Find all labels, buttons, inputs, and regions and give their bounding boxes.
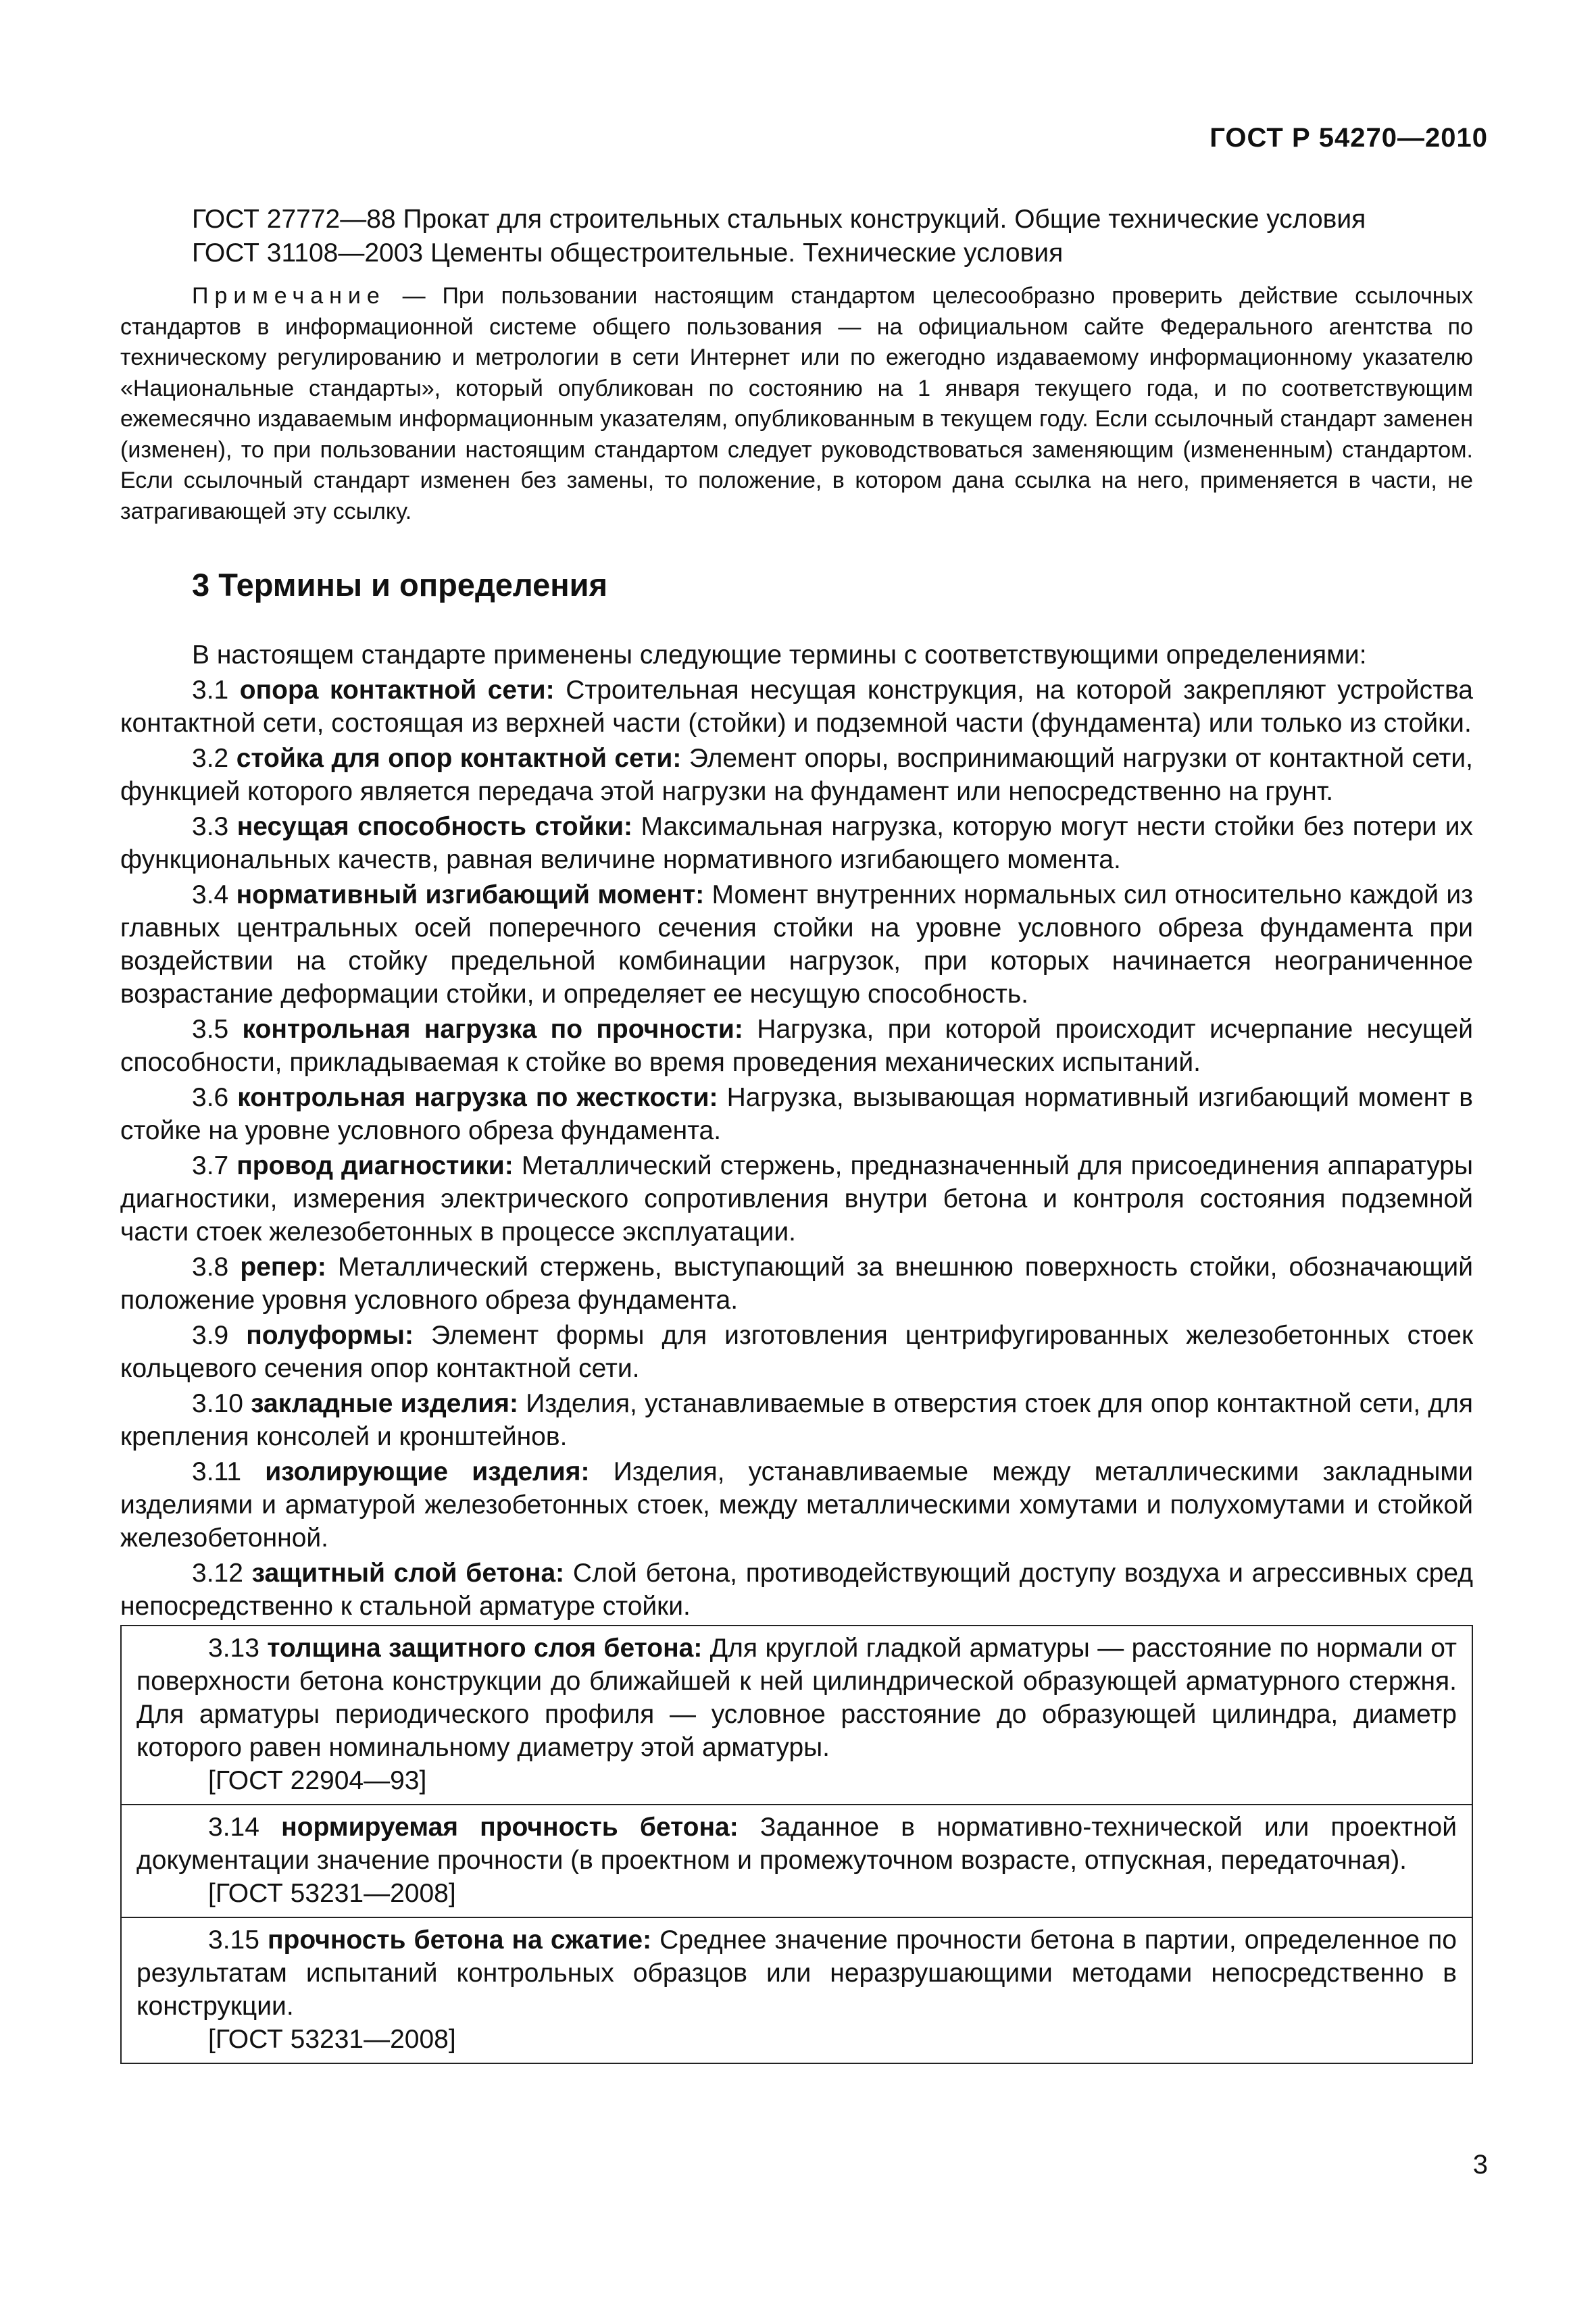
term-definition: Изделия, устанавливаемые между металлическими закладными изделиями и арматурой железобетонных стоек, между металлическими хомутами и полухомутами и стойкой железобетонной. xyxy=(120,1457,1473,1553)
section-title: 3 Термины и определения xyxy=(192,567,607,603)
term-name: репер: xyxy=(240,1253,326,1282)
term-name: изолирующие изделия: xyxy=(265,1457,590,1486)
term-source: [ГОСТ 53231—2008] xyxy=(208,2025,456,2054)
reference-gost-27772: ГОСТ 27772—88 Прокат для строительных стальных конструкций. Общие технические условия xyxy=(192,205,1366,234)
term-name: контрольная нагрузка по жесткости: xyxy=(237,1083,718,1112)
term-name: прочность бетона на сжатие: xyxy=(267,1926,652,1955)
boxed-term xyxy=(120,1625,1473,1805)
term-definition: Максимальная нагрузка, которую могут нести стойки без потери их функциональных качеств, равная величине нормативного изгибающего момента. xyxy=(120,812,1474,874)
term-definition: Строительная несущая конструкция, на которой закрепляют устройства контактной сети, состоящая из верхней части (стойки) и подземной части (фундамента) или только из стойки. xyxy=(120,676,1473,738)
term-paragraph xyxy=(120,1081,1473,1147)
term-paragraph xyxy=(120,878,1473,1011)
term-paragraph xyxy=(120,810,1473,876)
term-number: 3.4 xyxy=(192,880,229,909)
term-number: 3.3 xyxy=(192,812,229,841)
term-definition: Нагрузка, при которой происходит исчерпание несущей способности, прикладываемая к стойке во время проведения механических испытаний. xyxy=(120,1015,1473,1077)
document-header: ГОСТ Р 54270—2010 xyxy=(1210,123,1488,153)
term-paragraph xyxy=(120,674,1473,740)
term-number: 3.8 xyxy=(192,1253,229,1282)
intro-paragraph: В настоящем стандарте применены следующие термины с соответствующими определениями: xyxy=(192,640,1367,670)
term-number: 3.5 xyxy=(192,1015,229,1044)
term-name: несущая способность стойки: xyxy=(236,812,633,841)
term-paragraph xyxy=(136,1632,1457,1764)
term-definition: Изделия, устанавливаемые в отверстия стоек для опор контактной сети, для крепления консолей и кронштейнов. xyxy=(120,1389,1473,1451)
term-number: 3.6 xyxy=(192,1083,229,1112)
term-definition: Для круглой гладкой арматуры — расстояние по нормали от поверхности бетона конструкции до ближайшей к ней цилиндрической образующей арматурного стержня. Для арматуры периодического профиля — условное расстояние до образующей цилиндра, диаметр которого равен номинальному диаметру этой арматуры. xyxy=(136,1634,1457,1762)
boxed-terms-list xyxy=(120,1625,1473,2064)
term-definition: Металлический стержень, предназначенный для присоединения аппаратуры диагностики, измерения электрического сопротивления внутри бетона и контроля состояния подземной части стоек железобетонных в процессе эксплуатации. xyxy=(120,1151,1474,1247)
term-name: толщина защитного слоя бетона: xyxy=(267,1634,703,1663)
term-name: закладные изделия: xyxy=(251,1389,518,1418)
term-name: нормируемая прочность бетона: xyxy=(281,1813,739,1842)
term-name: нормативный изгибающий момент: xyxy=(236,880,705,909)
term-number: 3.15 xyxy=(208,1926,259,1955)
term-number: 3.1 xyxy=(192,676,229,705)
term-number: 3.7 xyxy=(192,1151,229,1180)
term-number: 3.13 xyxy=(208,1634,259,1663)
note-text: — При пользовании настоящим стандартом целесообразно проверить действие ссылочных стандартов в информационной системе общего пользования — на официальном сайте Федерального агентства по техническому регулированию и метрологии в сети Интернет или по ежегодно издаваемому информационному указателю «Национальные стандарты», который опубликован по состоянию на 1 января текущего года, и по соответствующим ежемесячно издаваемым информационным указателям, опубликованным в текущем году. Если ссылочный стандарт заменен (изменен), то при пользовании настоящим стандартом следует руководствоваться заменяющим (измененным) стандартом. Если ссылочный стандарт изменен без замены, то положение, в котором дана ссылка на него, применяется в части, не затрагивающей эту ссылку. xyxy=(120,283,1473,524)
boxed-term xyxy=(120,1918,1473,2064)
term-number: 3.2 xyxy=(192,744,229,773)
term-definition: Заданное в нормативно-технической или проектной документации значение прочности (в проектном и промежуточном возрасте, отпускная, передаточная). xyxy=(136,1813,1457,1875)
page-number: 3 xyxy=(1472,2150,1488,2180)
term-paragraph xyxy=(120,1455,1473,1555)
term-number: 3.14 xyxy=(208,1813,259,1842)
term-source: [ГОСТ 53231—2008] xyxy=(208,1879,456,1908)
term-paragraph xyxy=(136,1923,1457,2023)
term-paragraph xyxy=(120,1013,1473,1079)
note-paragraph xyxy=(120,281,1473,527)
term-paragraph xyxy=(120,1387,1473,1453)
term-name: провод диагностики: xyxy=(236,1151,514,1180)
term-name: опора контактной сети: xyxy=(239,676,555,705)
boxed-term xyxy=(120,1805,1473,1918)
term-number: 3.10 xyxy=(192,1389,243,1418)
term-paragraph xyxy=(120,742,1473,808)
term-definition: Слой бетона, противодействующий доступу воздуха и агрессивных сред непосредственно к стальной арматуре стойки. xyxy=(120,1559,1473,1621)
terms-list xyxy=(120,674,1473,1623)
reference-gost-31108: ГОСТ 31108—2003 Цементы общестроительные. Технические условия xyxy=(192,238,1064,268)
term-definition: Элемент формы для изготовления центрифугированных железобетонных стоек кольцевого сечения опор контактной сети. xyxy=(120,1321,1474,1383)
term-number: 3.11 xyxy=(192,1457,242,1486)
term-name: контрольная нагрузка по прочности: xyxy=(242,1015,743,1044)
term-source: [ГОСТ 22904—93] xyxy=(208,1766,427,1795)
term-number: 3.9 xyxy=(192,1321,229,1350)
term-paragraph xyxy=(120,1319,1473,1385)
term-definition: Металлический стержень, выступающий за внешнюю поверхность стойки, обозначающий положение уровня условного обреза фундамента. xyxy=(120,1253,1473,1315)
term-definition: Нагрузка, вызывающая нормативный изгибающий момент в стойке на уровне условного обреза фундамента. xyxy=(120,1083,1473,1145)
term-number: 3.12 xyxy=(192,1559,243,1588)
page-content xyxy=(120,203,1473,2064)
term-name: защитный слой бетона: xyxy=(251,1559,565,1588)
term-name: полуформы: xyxy=(246,1321,414,1350)
term-name: стойка для опор контактной сети: xyxy=(236,744,682,773)
term-definition: Момент внутренних нормальных сил относительно каждой из главных центральных осей поперечного сечения стойки на уровне условного обреза фундамента при воздействии на стойку предельной комбинации нагрузок, при которых начинается неограниченное возрастание деформации стойки, и определяет ее несущую способность. xyxy=(120,880,1473,1009)
note-label: Примечание xyxy=(192,283,386,309)
term-paragraph xyxy=(120,1251,1473,1317)
term-definition: Среднее значение прочности бетона в партии, определенное по результатам испытаний контрольных образцов или неразрушающими методами непосредственно в конструкции. xyxy=(136,1926,1457,2021)
term-definition: Элемент опоры, воспринимающий нагрузки от контактной сети, функцией которого является передача этой нагрузки на фундамент или непосредственно на грунт. xyxy=(120,744,1473,806)
term-paragraph xyxy=(136,1811,1457,1877)
term-paragraph xyxy=(120,1557,1473,1623)
term-paragraph xyxy=(120,1149,1473,1249)
